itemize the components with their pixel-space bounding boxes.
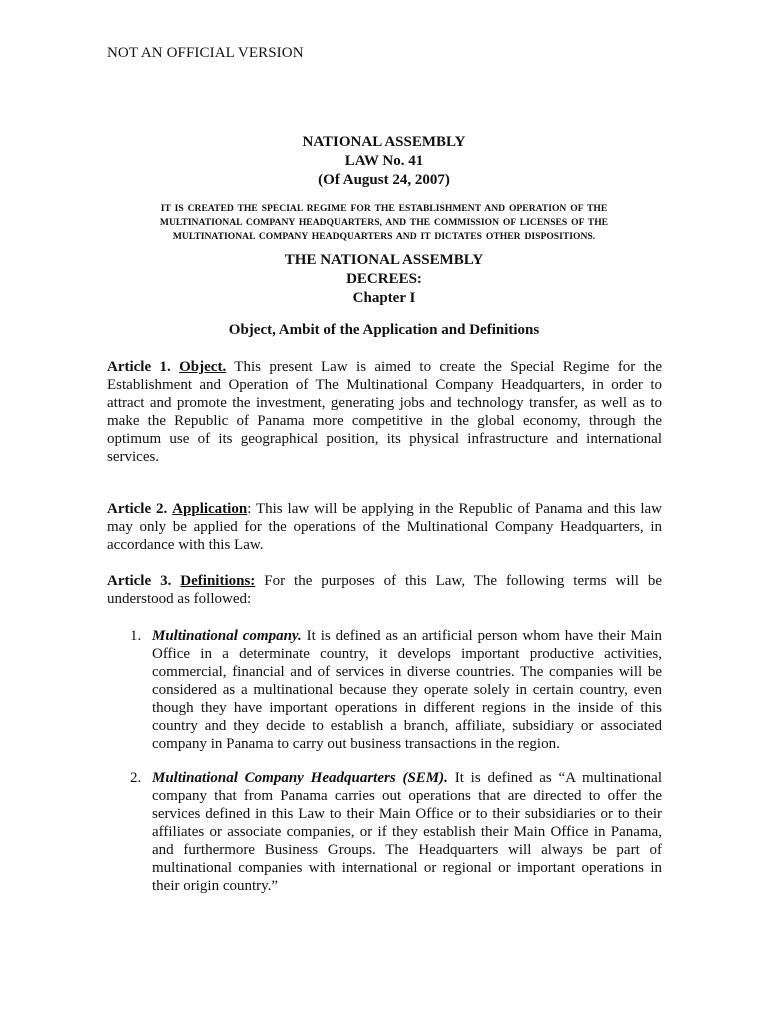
decrees-line: DECREES: (346, 271, 422, 287)
article-keyword: Object. (179, 359, 227, 375)
law-date: (Of August 24, 2007) (318, 172, 450, 188)
article-number: Article 3. (107, 573, 172, 589)
article-text: For the purposes of this Law, The following terms will be understood as followed: (107, 573, 662, 607)
definition-item (130, 627, 663, 753)
article-keyword: Definitions: (180, 573, 256, 589)
article-text: This present Law is aimed to create the Special Regime for the Establishment and Operation of The Multinational Company Headquarters, in order to attract and promote the investment, generating jobs and technology transfer, as well as to make the Republic of Panama more competitive in the global economy, through the optimum use of its geographical position, its physical infrastructure and international services. (107, 359, 662, 465)
decrees-heading (0, 251, 768, 308)
definition-item (130, 769, 662, 895)
article-number: Article 1. (107, 359, 171, 375)
law-number: LAW No. 41 (344, 153, 424, 169)
article-text: : This law will be applying in the Republic of Panama and this law may only be applied for the operations of the Multinational Company Headquarters, in accordance with this Law. (107, 501, 663, 553)
definition-text: It is defined as an artificial person whom have their Main Office in a determinate country, it develops important productive activities, commercial, financial and of services in diverse countries. The companies will be considered as a multinational because they operate solely in certain country, even though they have important operations in different regions in the inside of this country and they decide to establish a branch, affiliate, subsidiary or associated company in Panama to carry out business transactions in the region. (152, 628, 663, 752)
assembly-heading: NATIONAL ASSEMBLY (302, 134, 466, 150)
section-title: Object, Ambit of the Application and Definitions (228, 322, 540, 338)
chapter-heading: Chapter I (352, 290, 416, 306)
unofficial-version-notice: NOT AN OFFICIAL VERSION (107, 45, 304, 61)
list-number: 1. (130, 628, 142, 644)
article-keyword: Application (172, 501, 248, 517)
definition-term: Multinational company. (152, 628, 302, 644)
article-number: Article 2. (107, 501, 168, 517)
definition-term: Multinational Company Headquarters (SEM). (152, 770, 448, 786)
definition-text: It is defined as “A multinational company that from Panama carries out operations that are directed to offer the services defined in this Law to their Main Office or to their subsidiaries or to their affiliates or associate companies, or if they establish their Main Office in Panama, and furthermore Business Groups. The Headquarters will always be part of multinational companies with international or regional or important operations in their origin country.” (152, 770, 662, 894)
decrees-assembly-line: THE NATIONAL ASSEMBLY (284, 252, 484, 268)
law-header (0, 133, 768, 190)
law-subtitle: IT IS CREATED THE SPECIAL REGIME FOR THE ESTABLISHMENT AND OPERATION OF THE MULTINATIONAL COMPANY HEADQUARTERS, AND THE COMMISSION OF LICENSES OF THE MULTINATIONAL COMPANY HEADQUARTERS AND IT DICTATES OTHER DISPOSITIONS. (159, 203, 609, 242)
article-3 (107, 572, 662, 608)
article-2 (107, 500, 662, 554)
article-1 (107, 358, 662, 466)
list-number: 2. (130, 770, 142, 786)
